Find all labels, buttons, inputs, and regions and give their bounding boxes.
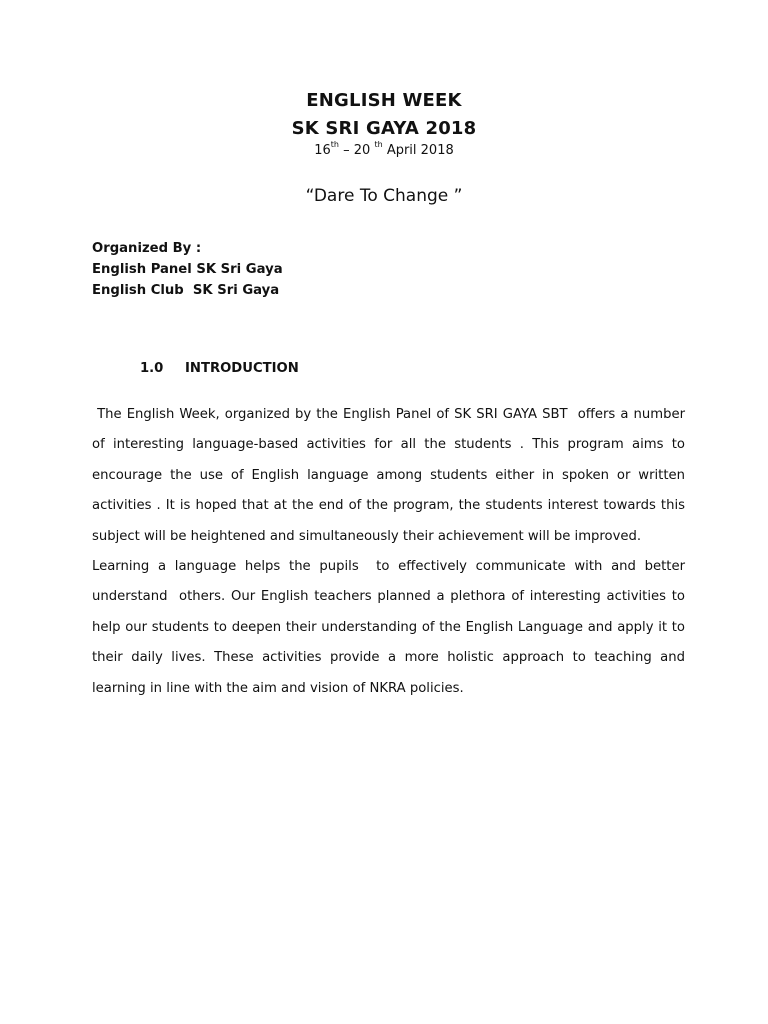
organized-by-label: Organized By : bbox=[92, 241, 202, 256]
date-separator: – 20 bbox=[339, 143, 375, 158]
month-year: April 2018 bbox=[382, 143, 454, 158]
section-heading bbox=[140, 361, 299, 376]
paragraph: The English Week, organized by the English Panel of SK SRI GAYA SBT offers a number of interesting language-based activities for all the students . This program aims to encourage the use of English language among students either in spoken or written activities . It is hoped that at the end of the program, the students interest towards this subject will be heightened and simultaneously their achievement will be improved. bbox=[92, 407, 690, 544]
section-title: INTRODUCTION bbox=[185, 361, 299, 376]
event-theme: “Dare To Change ” bbox=[305, 186, 463, 206]
document-subtitle: SK SRI GAYA 2018 bbox=[291, 118, 477, 139]
section-number: 1.0 bbox=[140, 361, 164, 376]
start-day-suffix: th bbox=[330, 140, 340, 149]
organizer-line-2: English Club SK Sri Gaya bbox=[92, 283, 280, 298]
event-dates bbox=[0, 140, 768, 158]
organizer-line-1: English Panel SK Sri Gaya bbox=[92, 262, 283, 277]
end-day-suffix: th bbox=[374, 140, 383, 149]
document-title: ENGLISH WEEK bbox=[306, 90, 462, 111]
introduction-body bbox=[92, 400, 690, 704]
paragraph: Learning a language helps the pupils to effectively communicate with and better understand others. Our English teachers planned a plethora of interesting activities to help our students to deepen their understanding of the English Language and apply it to their daily lives. These activities provide a more holistic approach to teaching and learning in line with the aim and vision of NKRA policies. bbox=[92, 559, 690, 696]
start-day: 16 bbox=[314, 143, 331, 158]
organizers-block bbox=[92, 238, 283, 301]
